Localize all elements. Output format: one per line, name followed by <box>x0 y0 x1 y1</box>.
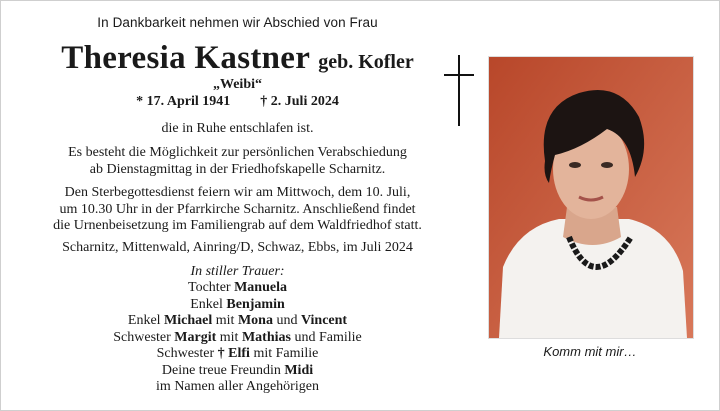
farewell-line: ab Dienstagmittag in der Friedhofskapelle Scharnitz. <box>89 161 386 177</box>
death-date: † 2. Juli 2024 <box>260 94 339 109</box>
birth-name: geb. Kofler <box>318 51 414 73</box>
intro-text: In Dankbarkeit nehmen wir Abschied von Frau <box>97 15 378 30</box>
portrait-photo <box>488 56 694 339</box>
photo-caption: Komm mit mir… <box>543 344 637 359</box>
portrait-illustration <box>489 57 693 338</box>
mourners-list <box>0 280 475 396</box>
mourner-line: Schwester Margit mit Mathias und Familie <box>113 329 362 345</box>
places-date-line: Scharnitz, Mittenwald, Ainring/D, Schwaz, Ebbs, im Juli 2024 <box>62 240 413 255</box>
service-line: Den Sterbegottesdienst feiern wir am Mittwoch, dem 10. Juli, <box>64 185 411 200</box>
mourners-title: In stiller Trauer: <box>190 264 285 279</box>
mourner-line: Enkel Benjamin <box>190 296 285 312</box>
passed-away-line: die in Ruhe entschlafen ist. <box>161 121 314 136</box>
mourner-line: Enkel Michael mit Mona und Vincent <box>127 313 348 328</box>
farewell-line: Es besteht die Möglichkeit zur persönlichen Verabschiedung <box>68 145 407 160</box>
service-line: um 10.30 Uhr in der Pfarrkirche Scharnitz. Anschließend findet <box>59 201 416 217</box>
service-line: die Urnenbeisetzung im Familiengrab auf dem Waldfriedhof statt. <box>53 218 422 234</box>
service-paragraph <box>0 185 475 235</box>
mourner-line: Schwester † Elfi mit Familie <box>156 346 319 361</box>
name-line <box>0 40 475 77</box>
farewell-paragraph <box>0 145 475 178</box>
mourner-line: Deine treue Freundin Midi <box>161 362 314 378</box>
mourner-line: im Namen aller Angehörigen <box>156 379 319 394</box>
deceased-name: Theresia Kastner <box>61 40 311 76</box>
life-dates <box>0 94 475 110</box>
birth-date: * 17. April 1941 <box>136 94 231 109</box>
mourner-line: Tochter Manuela <box>188 280 287 295</box>
nickname: „Weibi“ <box>212 77 262 92</box>
